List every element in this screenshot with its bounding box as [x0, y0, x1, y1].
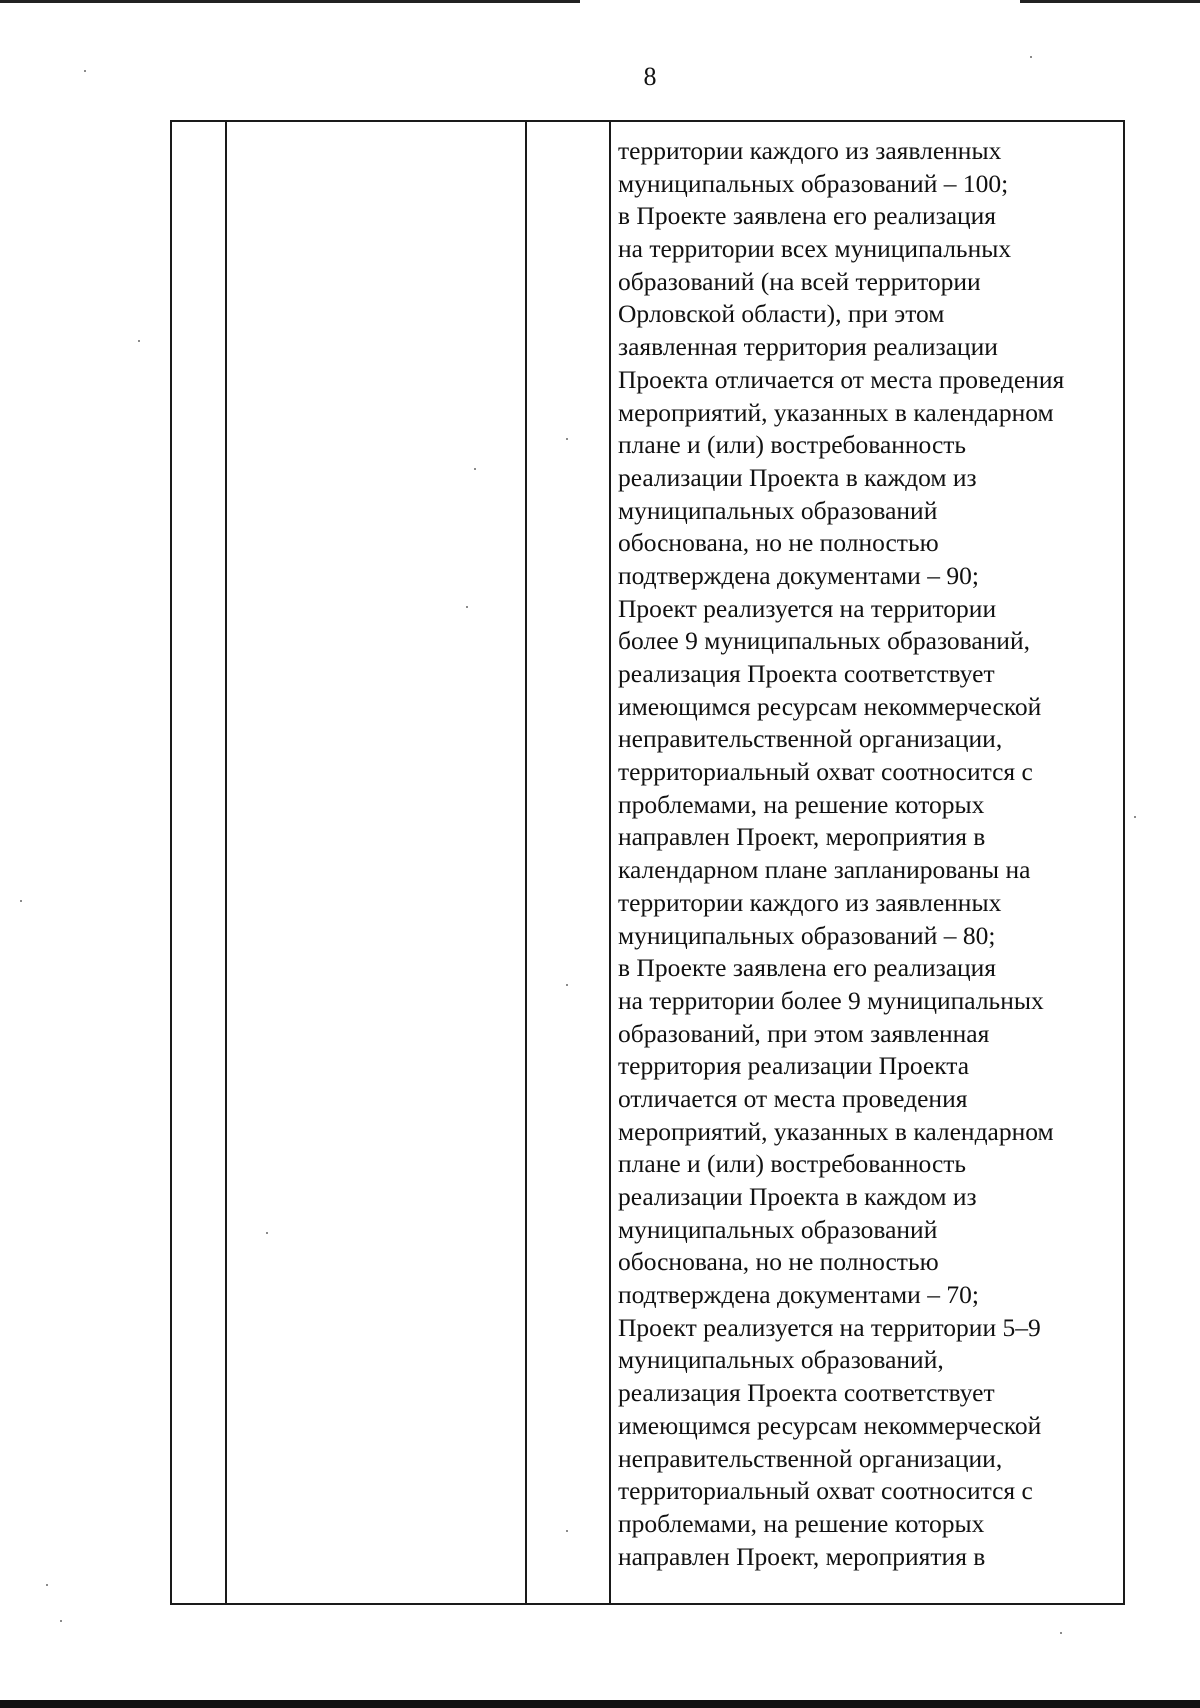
description-line: направлен Проект, мероприятия в [618, 822, 986, 852]
description-line: образований, при этом заявленная [618, 1018, 990, 1048]
description-line: обоснована, но не полностью [618, 528, 939, 558]
description-text [611, 122, 1123, 1573]
description-line: имеющимся ресурсам некоммерческой [618, 1410, 1042, 1440]
description-line: календарном плане запланированы на [618, 855, 1031, 885]
description-line: территории каждого из заявленных [618, 136, 1002, 165]
description-line: плане и (или) востребованность [618, 430, 967, 460]
description-line: подтверждена документами – 90; [618, 560, 979, 590]
description-line: территориальный охват соотносится с [618, 1476, 1033, 1506]
description-line: территории каждого из заявленных [618, 887, 1002, 917]
description-line: территориальный охват соотносится с [618, 757, 1033, 787]
description-line: реализации Проекта в каждом из [618, 1182, 977, 1211]
table-cell-criterion [226, 121, 526, 1604]
description-line: мероприятий, указанных в календарном [618, 397, 1054, 427]
description-line: Проект реализуется на территории [618, 593, 997, 623]
description-line: на территории всех муниципальных [618, 234, 1012, 264]
table-cell-points [526, 121, 610, 1604]
description-line: подтверждена документами – 70; [618, 1280, 979, 1310]
scan-speck [60, 1620, 62, 1622]
description-line: образований (на всей территории [618, 266, 981, 296]
description-line: реализации Проекта в каждом из [618, 462, 977, 492]
description-line: неправительственной организации, [618, 724, 1003, 754]
scan-speck [1060, 1632, 1062, 1634]
description-line: муниципальных образований – 80; [618, 920, 996, 950]
description-line: в Проекте заявлена его реализация [618, 953, 997, 983]
description-line: проблемами, на решение которых [618, 1508, 985, 1538]
description-line: реализация Проекта соответствует [618, 1378, 995, 1408]
description-line: Проекта отличается от места проведения [618, 364, 1065, 394]
description-line: на территории более 9 муниципальных [618, 985, 1044, 1015]
description-line: муниципальных образований – 100; [618, 168, 1009, 198]
description-line: более 9 муниципальных образований, [618, 626, 1030, 656]
page-number: 8 [643, 62, 657, 91]
description-line: имеющимся ресурсам некоммерческой [618, 691, 1042, 721]
description-line: направлен Проект, мероприятия в [618, 1541, 986, 1571]
scan-border-bottom [0, 1700, 1200, 1708]
description-line: муниципальных образований [618, 1214, 938, 1244]
description-line: муниципальных образований [618, 495, 938, 525]
description-line: мероприятий, указанных в календарном [618, 1116, 1054, 1146]
scan-speck [46, 1584, 48, 1586]
description-line: Орловской области), при этом [618, 299, 945, 329]
criteria-table [170, 120, 1125, 1605]
table-cell-number [171, 121, 226, 1604]
scan-speck [1134, 816, 1136, 818]
scan-speck [20, 900, 22, 902]
table-row [171, 121, 1124, 1604]
description-line: плане и (или) востребованность [618, 1149, 967, 1179]
description-line: муниципальных образований, [618, 1345, 944, 1375]
description-line: заявленная территория реализации [618, 332, 998, 362]
table-cell-description [610, 121, 1124, 1604]
description-line: отличается от места проведения [618, 1083, 968, 1113]
description-line: реализация Проекта соответствует [618, 659, 995, 688]
description-line: Проект реализуется на территории 5–9 [618, 1312, 1041, 1342]
description-line: неправительственной организации, [618, 1443, 1003, 1473]
scan-speck [138, 340, 140, 342]
description-line: обоснована, но не полностью [618, 1247, 939, 1277]
scan-speck [1030, 56, 1032, 58]
description-line: проблемами, на решение которых [618, 789, 985, 819]
description-line: в Проекте заявлена его реализация [618, 201, 997, 231]
scan-border-gap [580, 0, 1020, 3]
description-line: территория реализации Проекта [618, 1051, 970, 1081]
